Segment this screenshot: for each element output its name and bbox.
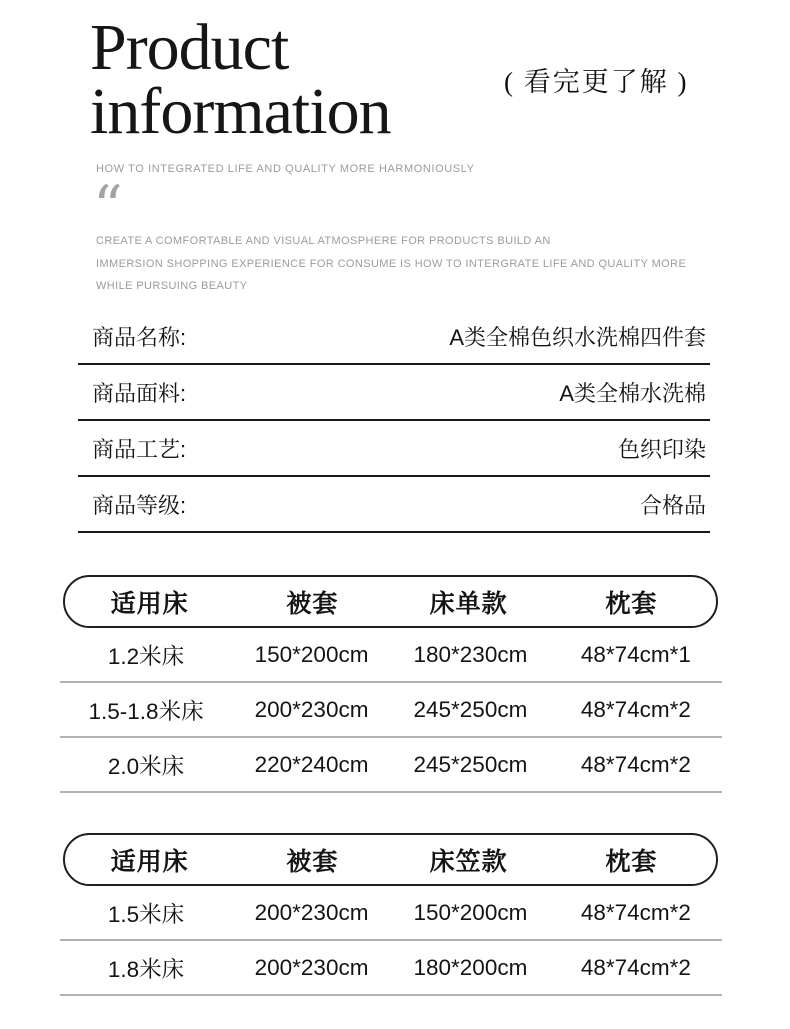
size-table-row: [60, 941, 722, 996]
size-table-header-cell: 适用床: [110, 589, 189, 618]
size-table-cell: 200*230cm: [254, 696, 369, 722]
product-info-row: [78, 365, 710, 421]
quote-icon: “: [93, 173, 123, 241]
size-table-cell: 48*74cm*2: [580, 899, 691, 925]
size-table-cell: 245*250cm: [413, 696, 528, 722]
product-info-value: 色织印染: [617, 436, 706, 462]
size-table-header-cell: 被套: [286, 847, 339, 876]
size-table-header-cell: 适用床: [110, 847, 189, 876]
size-table-fitted: [60, 833, 722, 996]
size-table-cell: 1.8米床: [107, 956, 185, 982]
size-table-row: [60, 683, 722, 738]
size-table-cell: 200*230cm: [254, 899, 369, 925]
description-block: [96, 230, 686, 298]
page-title: [90, 11, 391, 148]
size-table-row: [60, 886, 722, 941]
product-info-row: [78, 477, 710, 533]
size-table-cell: 150*200cm: [254, 641, 369, 667]
product-info-value: 合格品: [639, 492, 706, 518]
size-table-cell: 200*230cm: [254, 954, 369, 980]
description-line: WHILE PURSUING BEAUTY: [96, 280, 248, 292]
size-table-cell: 180*230cm: [413, 641, 528, 667]
size-table-row: [60, 738, 722, 793]
size-table-header-cell: 被套: [286, 589, 339, 618]
size-table-cell: 180*200cm: [413, 954, 528, 980]
tagline-text: HOW TO INTEGRATED LIFE AND QUALITY MORE HARMONIOUSLY: [96, 163, 475, 175]
product-info-list: [78, 309, 710, 533]
size-table-cell: 1.5-1.8米床: [88, 698, 204, 724]
size-table-cell: 48*74cm*2: [580, 696, 691, 722]
size-table-cell: 2.0米床: [107, 753, 185, 779]
description-line: CREATE A COMFORTABLE AND VISUAL ATMOSPHERE FOR PRODUCTS BUILD AN: [96, 235, 551, 247]
size-table-header-cell: 床笠款: [429, 847, 508, 876]
product-info-value: A类全棉色织水洗棉四件套: [449, 324, 706, 350]
size-table-header-cell: 枕套: [605, 589, 658, 618]
size-table-sheet: [60, 575, 722, 793]
product-info-label: 商品名称:: [92, 324, 187, 350]
size-table-cell: 220*240cm: [254, 751, 369, 777]
size-table-cell: 245*250cm: [413, 751, 528, 777]
size-table-header-cell: 枕套: [605, 847, 658, 876]
page-title-line2: information: [90, 75, 391, 148]
size-table-cell: 1.2米床: [107, 643, 185, 669]
size-table-rows: [60, 628, 722, 793]
product-info-row: [78, 421, 710, 477]
size-table-cell: 150*200cm: [413, 899, 528, 925]
size-table-rows: [60, 886, 722, 996]
side-note: ( 看完更了解 ): [504, 67, 689, 97]
size-table-header-cell: 床单款: [429, 589, 508, 618]
product-info-label: 商品工艺:: [92, 436, 187, 462]
product-info-label: 商品面料:: [92, 380, 187, 406]
page-title-line1: Product: [90, 11, 289, 84]
size-table-cell: 48*74cm*2: [580, 954, 691, 980]
product-info-label: 商品等级:: [92, 492, 187, 518]
description-line: IMMERSION SHOPPING EXPERIENCE FOR CONSUME IS HOW TO INTERGRATE LIFE AND QUALITY MORE: [96, 257, 687, 270]
size-table-header: [63, 575, 718, 628]
size-table-row: [60, 628, 722, 683]
size-table-cell: 1.5米床: [107, 901, 185, 927]
product-info-row: [78, 309, 710, 365]
size-table-cell: 48*74cm*1: [580, 641, 691, 667]
size-table-header: [63, 833, 718, 886]
size-table-cell: 48*74cm*2: [580, 751, 691, 777]
product-info-value: A类全棉水洗棉: [559, 380, 706, 406]
